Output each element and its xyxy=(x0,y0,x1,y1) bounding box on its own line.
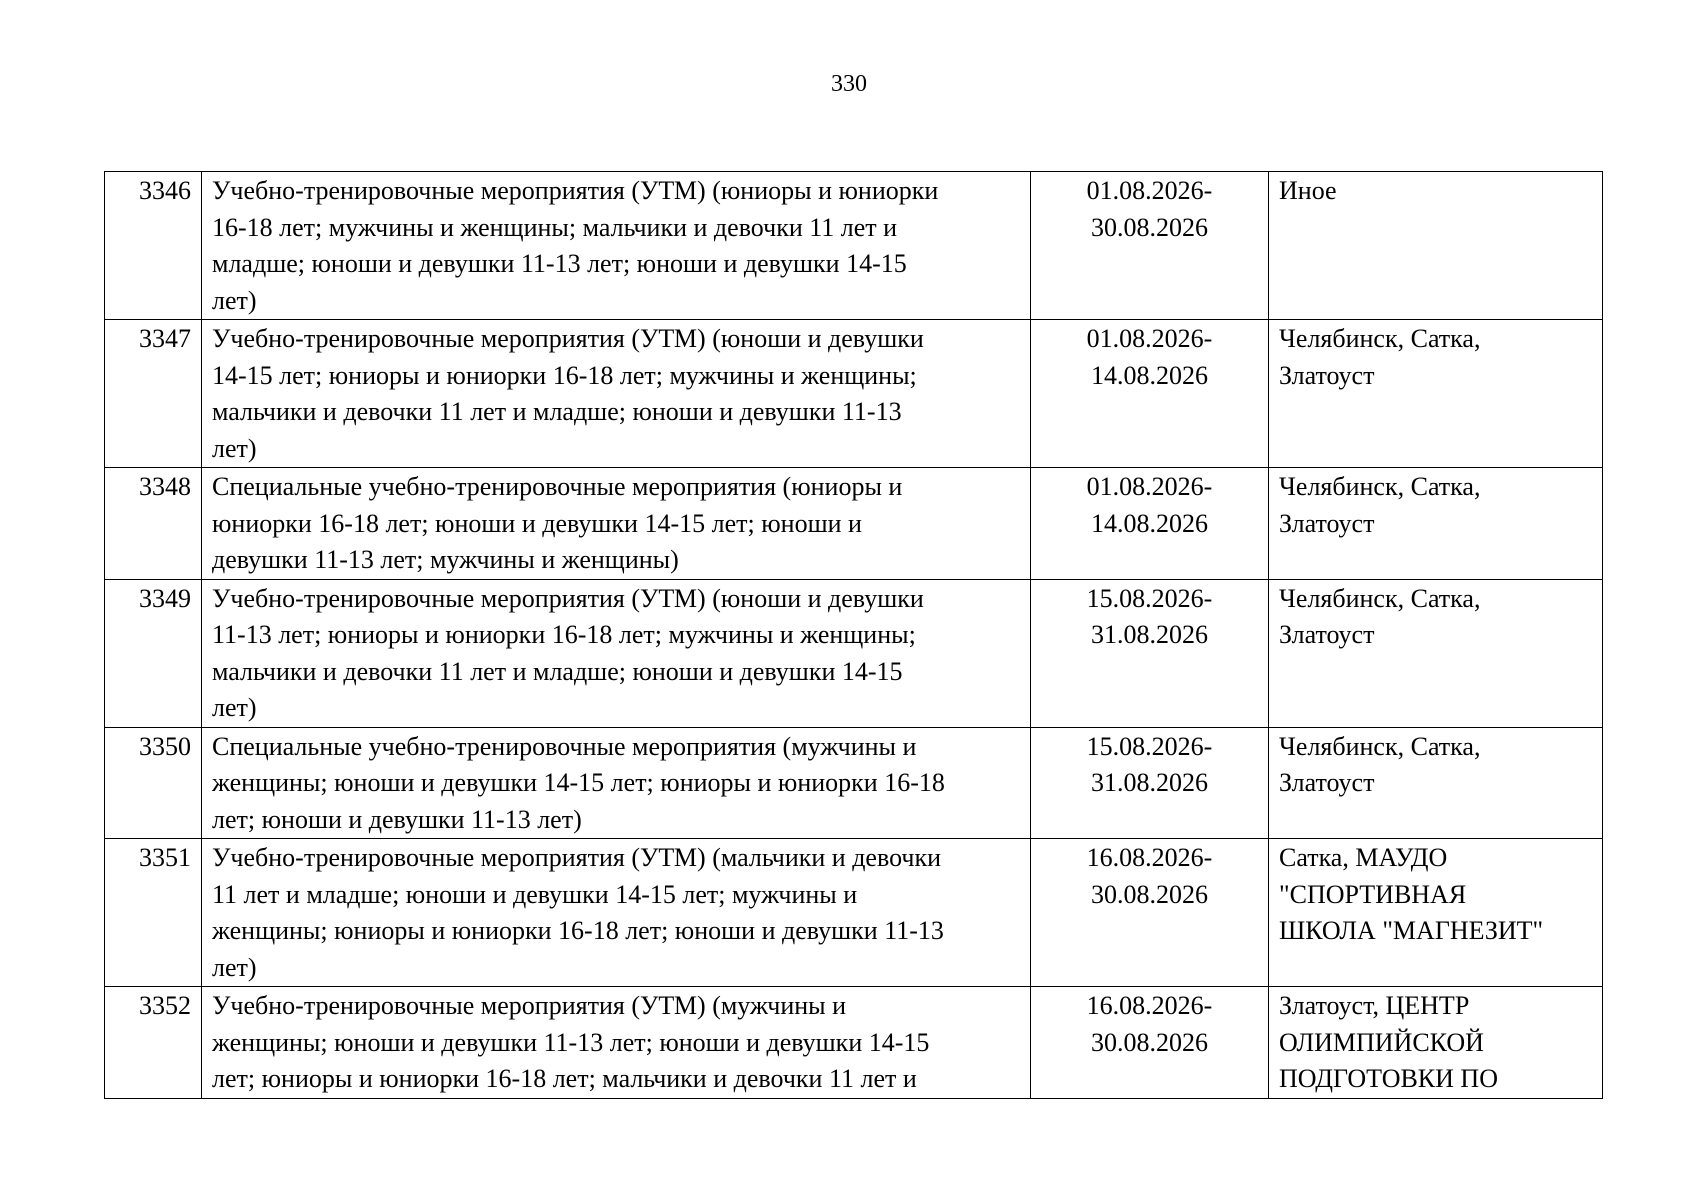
event-name-line: Специальные учебно-тренировочные мероприятия (мужчины и xyxy=(212,731,917,761)
event-name-line: мальчики и девочки 11 лет и младше; юноши и девушки 14-15 xyxy=(212,656,903,686)
event-place xyxy=(1269,172,1603,320)
event-place-line: Челябинск, Сатка, xyxy=(1279,472,1481,501)
event-place-line: Иное xyxy=(1279,176,1337,205)
event-name xyxy=(202,468,1031,580)
event-place xyxy=(1269,987,1603,1099)
event-dates xyxy=(1031,320,1269,468)
event-place xyxy=(1269,727,1603,839)
event-place-line: ШКОЛА "МАГНЕЗИТ" xyxy=(1279,916,1544,945)
event-dates xyxy=(1031,579,1269,727)
event-name xyxy=(202,839,1031,987)
event-date-line: 30.08.2026 xyxy=(1091,1027,1208,1057)
event-name-line: 11 лет и младше; юноши и девушки 14-15 лет; мужчины и xyxy=(212,879,858,909)
event-name-line: Учебно-тренировочные мероприятия (УТМ) (юниоры и юниорки xyxy=(212,176,939,205)
event-date-line: 01.08.2026- xyxy=(1086,324,1213,353)
event-name-line: юниорки 16-18 лет; юноши и девушки 14-15 лет; юноши и xyxy=(212,508,862,538)
event-name xyxy=(202,172,1031,320)
event-name-line: женщины; юноши и девушки 11-13 лет; юноши и девушки 14-15 xyxy=(212,1027,930,1057)
event-name xyxy=(202,727,1031,839)
event-name xyxy=(202,320,1031,468)
event-name-line: лет) xyxy=(212,952,257,982)
event-name-line: 14-15 лет; юниоры и юниорки 16-18 лет; мужчины и женщины; xyxy=(212,360,917,390)
event-name-line: младше; юноши и девушки 11-13 лет; юноши и девушки 14-15 xyxy=(212,249,907,278)
event-number: 3347 xyxy=(105,320,202,468)
event-name-line: лет; юниоры и юниорки 16-18 лет; мальчики и девочки 11 лет и xyxy=(212,1064,917,1093)
event-date-line: 14.08.2026 xyxy=(1091,360,1208,390)
event-name-line: лет) xyxy=(212,285,257,315)
event-name-line: Учебно-тренировочные мероприятия (УТМ) (мальчики и девочки xyxy=(212,843,942,872)
event-place-line: Челябинск, Сатка, xyxy=(1279,324,1481,353)
event-name xyxy=(202,987,1031,1099)
event-name-line: Учебно-тренировочные мероприятия (УТМ) (юноши и девушки xyxy=(212,583,924,613)
event-place-line: Златоуст xyxy=(1279,508,1375,538)
event-name-line: лет) xyxy=(212,693,257,722)
event-place-line: Златоуст xyxy=(1279,768,1375,797)
event-place-line: Златоуст xyxy=(1279,360,1375,390)
table-row xyxy=(105,579,1603,727)
event-place-line: Сатка, МАУДО xyxy=(1279,843,1448,872)
event-place-line: Златоуст, ЦЕНТР xyxy=(1279,991,1470,1020)
event-number: 3351 xyxy=(105,839,202,987)
event-name-line: мальчики и девочки 11 лет и младше; юноши и девушки 11-13 xyxy=(212,397,902,426)
event-place-line: ПОДГОТОВКИ ПО xyxy=(1279,1064,1498,1093)
page-number: 330 xyxy=(831,71,867,97)
event-number: 3346 xyxy=(105,172,202,320)
event-number: 3350 xyxy=(105,727,202,839)
table-row xyxy=(105,839,1603,987)
event-place-line: Златоуст xyxy=(1279,620,1375,649)
event-number: 3352 xyxy=(105,987,202,1099)
event-name xyxy=(202,579,1031,727)
event-name-line: Специальные учебно-тренировочные мероприятия (юниоры и xyxy=(212,472,903,501)
event-date-line: 15.08.2026- xyxy=(1086,731,1213,761)
event-place-line: "СПОРТИВНАЯ xyxy=(1279,879,1467,909)
event-name-line: лет) xyxy=(212,433,257,463)
table-row xyxy=(105,320,1603,468)
event-date-line: 01.08.2026- xyxy=(1086,472,1213,501)
event-date-line: 01.08.2026- xyxy=(1086,176,1213,205)
event-dates xyxy=(1031,839,1269,987)
table-row xyxy=(105,468,1603,580)
event-place xyxy=(1269,579,1603,727)
event-dates xyxy=(1031,468,1269,580)
event-place-line: ОЛИМПИЙСКОЙ xyxy=(1279,1027,1484,1057)
event-place xyxy=(1269,468,1603,580)
event-date-line: 14.08.2026 xyxy=(1091,508,1208,538)
event-name-line: Учебно-тренировочные мероприятия (УТМ) (мужчины и xyxy=(212,991,847,1020)
event-date-line: 15.08.2026- xyxy=(1086,583,1213,613)
event-place-line: Челябинск, Сатка, xyxy=(1279,583,1481,613)
event-place xyxy=(1269,320,1603,468)
event-dates xyxy=(1031,727,1269,839)
table-row xyxy=(105,172,1603,320)
event-name-line: лет; юноши и девушки 11-13 лет) xyxy=(212,804,582,834)
event-dates xyxy=(1031,172,1269,320)
event-date-line: 31.08.2026 xyxy=(1091,620,1208,649)
event-name-line: 11-13 лет; юниоры и юниорки 16-18 лет; мужчины и женщины; xyxy=(212,620,916,649)
table-row xyxy=(105,727,1603,839)
event-date-line: 16.08.2026- xyxy=(1086,991,1213,1020)
event-name-line: женщины; юниоры и юниорки 16-18 лет; юноши и девушки 11-13 xyxy=(212,916,944,945)
table-row xyxy=(105,987,1603,1099)
event-date-line: 30.08.2026 xyxy=(1091,879,1208,909)
event-date-line: 30.08.2026 xyxy=(1091,212,1208,242)
event-number: 3348 xyxy=(105,468,202,580)
event-date-line: 16.08.2026- xyxy=(1086,843,1213,872)
event-number: 3349 xyxy=(105,579,202,727)
event-name-line: женщины; юноши и девушки 14-15 лет; юниоры и юниорки 16-18 xyxy=(212,768,945,797)
event-name-line: Учебно-тренировочные мероприятия (УТМ) (юноши и девушки xyxy=(212,324,924,353)
event-name-line: 16-18 лет; мужчины и женщины; мальчики и девочки 11 лет и xyxy=(212,212,898,242)
event-place-line: Челябинск, Сатка, xyxy=(1279,731,1481,761)
events-table xyxy=(104,171,1603,1099)
event-name-line: девушки 11-13 лет; мужчины и женщины) xyxy=(212,545,679,574)
event-date-line: 31.08.2026 xyxy=(1091,768,1208,797)
event-dates xyxy=(1031,987,1269,1099)
event-place xyxy=(1269,839,1603,987)
